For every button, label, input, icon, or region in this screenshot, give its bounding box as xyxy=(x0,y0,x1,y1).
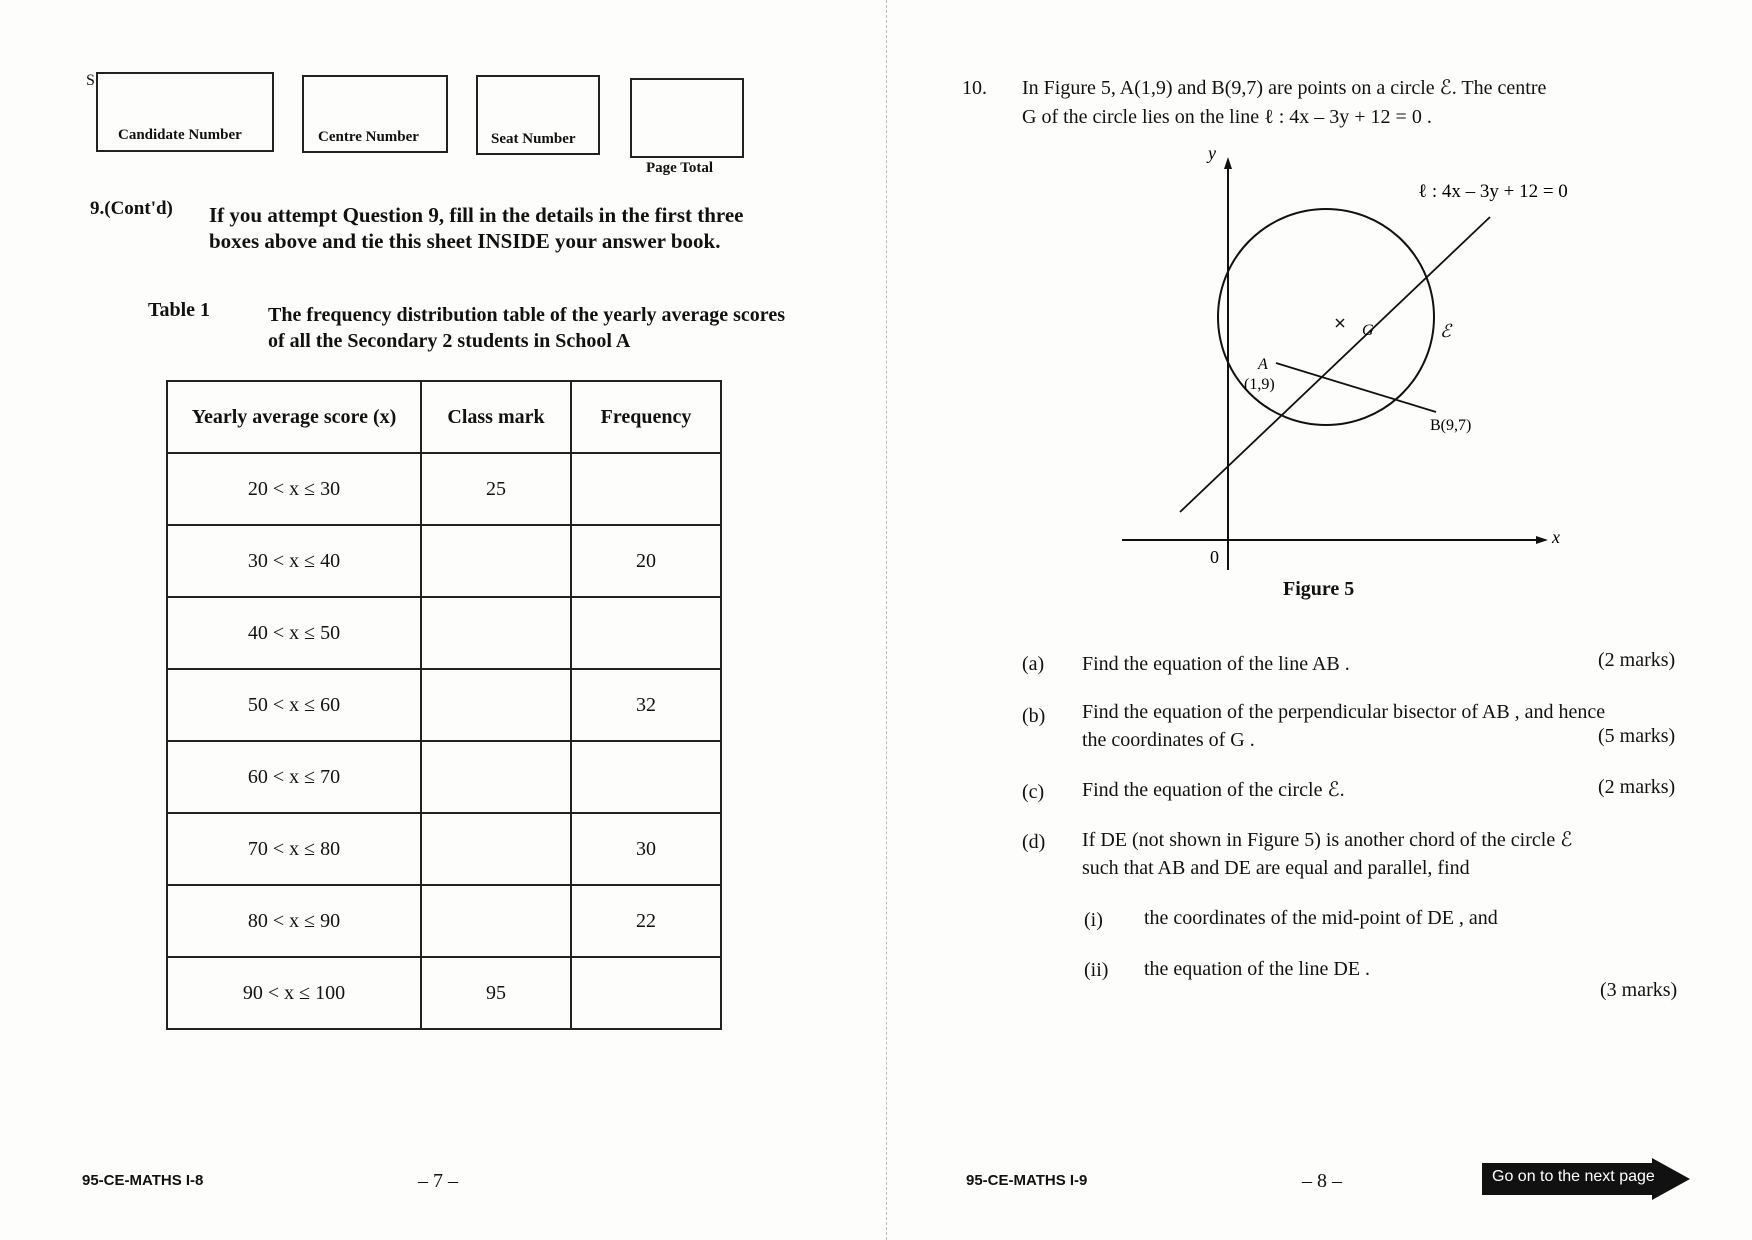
table-row xyxy=(167,813,721,885)
part-d-text-line2: such that AB and DE are equal and parallel, find xyxy=(1082,857,1470,879)
chord-ab xyxy=(1276,363,1436,412)
y-axis-label: y xyxy=(1208,145,1216,163)
part-c-marks: (2 marks) xyxy=(1598,776,1676,798)
score-range: 80 < x ≤ 90 xyxy=(167,885,421,957)
part-b-text-line2: the coordinates of G . xyxy=(1082,729,1255,751)
score-range: 70 < x ≤ 80 xyxy=(167,813,421,885)
table-row xyxy=(167,525,721,597)
part-a-label: (a) xyxy=(1022,653,1045,675)
part-d-marks: (3 marks) xyxy=(1600,979,1678,1001)
frequency-cell[interactable]: 22 xyxy=(571,885,721,957)
table-label: Table 1 xyxy=(148,299,211,321)
part-a-marks: (2 marks) xyxy=(1598,649,1676,671)
seat-number-label: Seat Number xyxy=(491,131,576,147)
frequency-cell[interactable] xyxy=(571,453,721,525)
frequency-cell[interactable]: 20 xyxy=(571,525,721,597)
table-header-row xyxy=(167,381,721,453)
figure-caption: Figure 5 xyxy=(1283,578,1355,600)
x-axis-arrow xyxy=(1536,536,1548,544)
part-d-text-line1: If DE (not shown in Figure 5) is another chord of the circle ℰ xyxy=(1082,829,1573,851)
question-9-instruction: If you attempt Question 9, fill in the details in the first three boxes above and tie this sheet INSIDE your answer book. xyxy=(209,203,744,253)
frequency-cell[interactable]: 32 xyxy=(571,669,721,741)
subpart-i-text: the coordinates of the mid-point of DE , and xyxy=(1144,907,1498,929)
score-range: 50 < x ≤ 60 xyxy=(167,669,421,741)
right-footer-code: 95-CE-MATHS I-9 xyxy=(966,1172,1088,1189)
candidate-number-label: Candidate Number xyxy=(118,127,242,143)
table-row xyxy=(167,957,721,1029)
header-frequency: Frequency xyxy=(571,381,721,453)
page-total-label: Page Total xyxy=(646,160,714,176)
table-caption: The frequency distribution table of the yearly average scores of all the Secondary 2 students in School A xyxy=(268,304,785,352)
part-b-marks: (5 marks) xyxy=(1598,725,1676,747)
frequency-cell[interactable] xyxy=(571,741,721,813)
y-axis-arrow xyxy=(1224,157,1232,169)
point-a-label: A xyxy=(1258,356,1268,373)
page-total-box[interactable] xyxy=(630,78,744,158)
class-mark-cell[interactable] xyxy=(421,741,571,813)
table-row xyxy=(167,597,721,669)
part-d-label: (d) xyxy=(1022,831,1046,853)
page-divider xyxy=(886,0,887,1240)
frequency-cell[interactable] xyxy=(571,957,721,1029)
subpart-i-label: (i) xyxy=(1084,909,1103,931)
subpart-ii-label: (ii) xyxy=(1084,959,1109,981)
question-10-intro-line2: G of the circle lies on the line ℓ : 4x – 3y + 12 = 0 . xyxy=(1022,106,1432,128)
part-b-text-line1: Find the equation of the perpendicular bisector of AB , and hence xyxy=(1082,701,1606,723)
frequency-cell[interactable] xyxy=(571,597,721,669)
line-l xyxy=(1180,217,1490,512)
right-page-number: – 8 – xyxy=(1302,1170,1342,1192)
part-b-label: (b) xyxy=(1022,705,1046,727)
question-10-number: 10. xyxy=(962,77,987,99)
question-9-number: 9.(Cont'd) xyxy=(90,198,173,219)
header-class-mark: Class mark xyxy=(421,381,571,453)
line-l-label: ℓ : 4x – 3y + 12 = 0 xyxy=(1418,181,1568,202)
point-a-coords: (1,9) xyxy=(1244,376,1275,393)
circle-e-label: ℰ xyxy=(1440,321,1451,341)
x-axis-label: x xyxy=(1552,527,1560,547)
table-row xyxy=(167,885,721,957)
part-c-label: (c) xyxy=(1022,781,1045,803)
question-10-intro-line1: In Figure 5, A(1,9) and B(9,7) are points on a circle ℰ. The centre xyxy=(1022,77,1547,99)
subpart-ii-text: the equation of the line DE . xyxy=(1144,958,1371,980)
class-mark-cell[interactable] xyxy=(421,813,571,885)
frequency-cell[interactable]: 30 xyxy=(571,813,721,885)
class-mark-cell[interactable] xyxy=(421,525,571,597)
centre-g-label: G xyxy=(1362,322,1374,339)
left-footer-code: 95-CE-MATHS I-8 xyxy=(82,1172,204,1189)
class-mark-cell[interactable]: 95 xyxy=(421,957,571,1029)
origin-label: 0 xyxy=(1210,547,1219,567)
table-row xyxy=(167,741,721,813)
point-b-label: B(9,7) xyxy=(1430,417,1472,434)
score-range: 60 < x ≤ 70 xyxy=(167,741,421,813)
centre-number-label: Centre Number xyxy=(318,129,419,145)
figure-5 xyxy=(1100,145,1570,585)
score-range: 30 < x ≤ 40 xyxy=(167,525,421,597)
class-mark-cell[interactable]: 25 xyxy=(421,453,571,525)
header-score: Yearly average score (x) xyxy=(167,381,421,453)
left-page-number: – 7 – xyxy=(418,1170,458,1192)
class-mark-cell[interactable] xyxy=(421,597,571,669)
frequency-table xyxy=(166,380,722,1030)
score-range: 90 < x ≤ 100 xyxy=(167,957,421,1029)
next-page-label[interactable]: Go on to the next page xyxy=(1492,1168,1655,1185)
score-range: 40 < x ≤ 50 xyxy=(167,597,421,669)
class-mark-cell[interactable] xyxy=(421,669,571,741)
class-mark-cell[interactable] xyxy=(421,885,571,957)
corner-mark: S xyxy=(86,72,95,89)
score-range: 20 < x ≤ 30 xyxy=(167,453,421,525)
part-c-text: Find the equation of the circle ℰ. xyxy=(1082,779,1345,801)
part-a-text: Find the equation of the line AB . xyxy=(1082,653,1350,675)
table-row xyxy=(167,669,721,741)
table-row xyxy=(167,453,721,525)
